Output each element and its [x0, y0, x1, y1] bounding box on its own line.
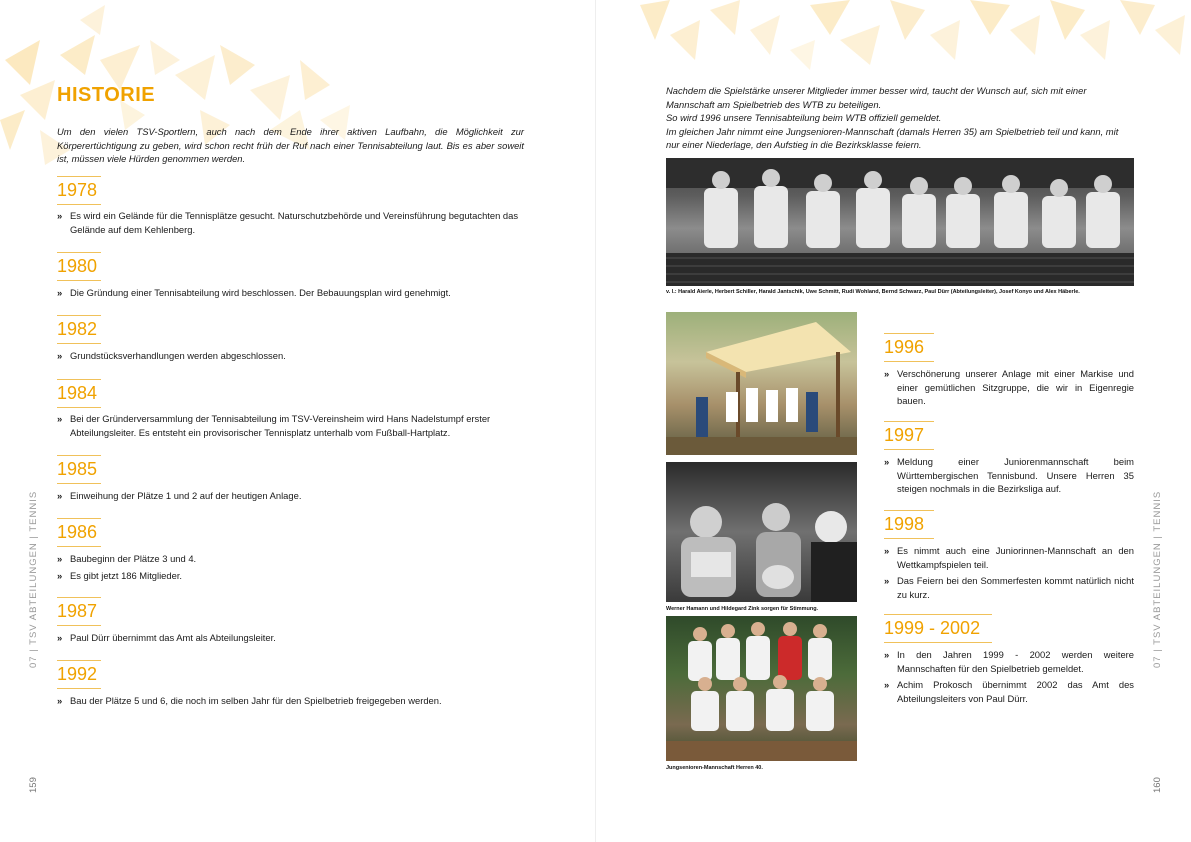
list-item: » Bei der Gründerversammlung der Tennisabteilung im TSV-Vereinsheim wird Hans Nadelstumpf erster Abteilungsleiter. Es entsteht ein provisorischer Tennisplatz unterhalb vom Fußball-Hartplatz. [57, 413, 491, 438]
year-heading-1984: 1984 [57, 383, 97, 407]
seniors-team-photo [666, 616, 857, 761]
timeline-entries-1996 [884, 367, 1134, 411]
year-heading-1987: 1987 [57, 601, 97, 625]
timeline-entries-1982 [57, 349, 524, 366]
page-title: HISTORIE [57, 84, 156, 106]
timeline-entries-1984 [57, 412, 524, 442]
timeline-entries-1998 [884, 544, 1134, 604]
list-item: » Es nimmt auch eine Juniorinnen-Mannschaft an den Wettkampfspielen teil. [884, 545, 1134, 570]
timeline-entries-1986 [57, 552, 524, 585]
year-heading-1996: 1996 [884, 337, 924, 361]
list-item: » Es wird ein Gelände für die Tennisplätze gesucht. Naturschutzbehörde und Vereinsführung begutachten das Gelände auf dem Kehlenberg. [57, 210, 519, 235]
page-number-left: 159 [28, 777, 39, 793]
right-intro-text: Nachdem die Spielstärke unserer Mitglieder immer besser wird, taucht der Wunsch auf, sich mit einer Mannschaft am Spielbetrieb des WTB zu beteiligen. So wird 1996 unsere Tennisabteilung beim WTB offiziell gemeldet. Im gleichen Jahr nimmt eine Jungsenioren-Mannschaft (damals Herren 35) am Spielbetrieb teil und kann, mit nur einer Niederlage, den Aufstieg in die Bezirksklasse feiern. [666, 85, 1119, 150]
list-item: » Die Gründung einer Tennisabteilung wird beschlossen. Der Bebauungsplan wird genehmigt. [57, 287, 451, 298]
pavilion-photo [666, 312, 857, 455]
year-heading-1978: 1978 [57, 180, 97, 204]
music-photo [666, 462, 857, 602]
list-item: » In den Jahren 1999 - 2002 werden weitere Mannschaften für den Spielbetrieb gemeldet. [884, 649, 1134, 674]
year-heading-1982: 1982 [57, 319, 97, 343]
timeline-entries-1997 [884, 455, 1134, 499]
year-heading-1997: 1997 [884, 425, 924, 449]
timeline-entries-1978 [57, 209, 524, 239]
page-spine [595, 0, 596, 842]
year-heading-1998: 1998 [884, 514, 924, 538]
page-number-right: 160 [1152, 777, 1163, 793]
timeline-entries-1987 [57, 631, 524, 648]
team-photo-caption: v. l.: Harald Aierle, Herbert Schiller, Harald Jantschik, Uwe Schmitt, Rudi Wohland, Bernd Schwarz, Paul Dürr (Abteilungsleiter), Josef Konyo und Alex Häberle. [666, 289, 1080, 295]
list-item: » Das Feiern bei den Sommerfesten kommt natürlich nicht zu kurz. [884, 575, 1134, 600]
list-item: » Verschönerung unserer Anlage mit einer Markise und einer gemütlichen Sitzgruppe, die wir in Eigenregie bauen. [884, 368, 1134, 406]
year-heading-1986: 1986 [57, 522, 97, 546]
timeline-entries-1985 [57, 489, 524, 506]
intro-text: Um den vielen TSV-Sportlern, auch nach dem Ende ihrer aktiven Laufbahn, die Möglichkeit zur Körperertüchtigung zu geben, wird schon recht früh der Ruf nach einer Tennisabteilung laut. Bis es aber soweit ist, müssen viele Hürden genommen werden. [57, 126, 524, 164]
list-item: » Meldung einer Juniorenmannschaft beim Württembergischen Tennisbund. Unsere Herren 35 steigen nochmals in die Bezirksliga auf. [884, 456, 1134, 494]
list-item: » Paul Dürr übernimmt das Amt als Abteilungsleiter. [57, 632, 276, 643]
list-item: » Es gibt jetzt 186 Mitglieder. [57, 569, 183, 581]
list-item: » Bau der Plätze 5 und 6, die noch im selben Jahr für den Spielbetrieb freigegeben werden. [57, 695, 442, 706]
year-heading-1985: 1985 [57, 459, 97, 483]
year-heading-1980: 1980 [57, 256, 97, 280]
team-photo [666, 158, 1134, 286]
list-item: » Grundstücksverhandlungen werden abgeschlossen. [57, 350, 286, 361]
year-heading-1992: 1992 [57, 664, 97, 688]
year-heading-1999-2002: 1999 - 2002 [884, 618, 980, 642]
seniors-photo-caption: Jungsenioren-Mannschaft Herren 40. [666, 765, 763, 771]
music-photo-caption: Werner Hamann und Hildegard Zink sorgen für Stimmung. [666, 606, 819, 612]
list-item: » Einweihung der Plätze 1 und 2 auf der heutigen Anlage. [57, 490, 302, 501]
list-item: » Baubeginn der Plätze 3 und 4. [57, 553, 197, 564]
timeline-entries-1999-2002 [884, 648, 1134, 708]
side-section-label-left: 07 | TSV ABTEILUNGEN | TENNIS [28, 490, 39, 668]
list-item: » Achim Prokosch übernimmt 2002 das Amt des Abteilungsleiters von Paul Dürr. [884, 679, 1134, 704]
timeline-entries-1992 [57, 694, 524, 711]
side-section-label-right: 07 | TSV ABTEILUNGEN | TENNIS [1152, 490, 1163, 668]
timeline-entries-1980 [57, 286, 524, 303]
